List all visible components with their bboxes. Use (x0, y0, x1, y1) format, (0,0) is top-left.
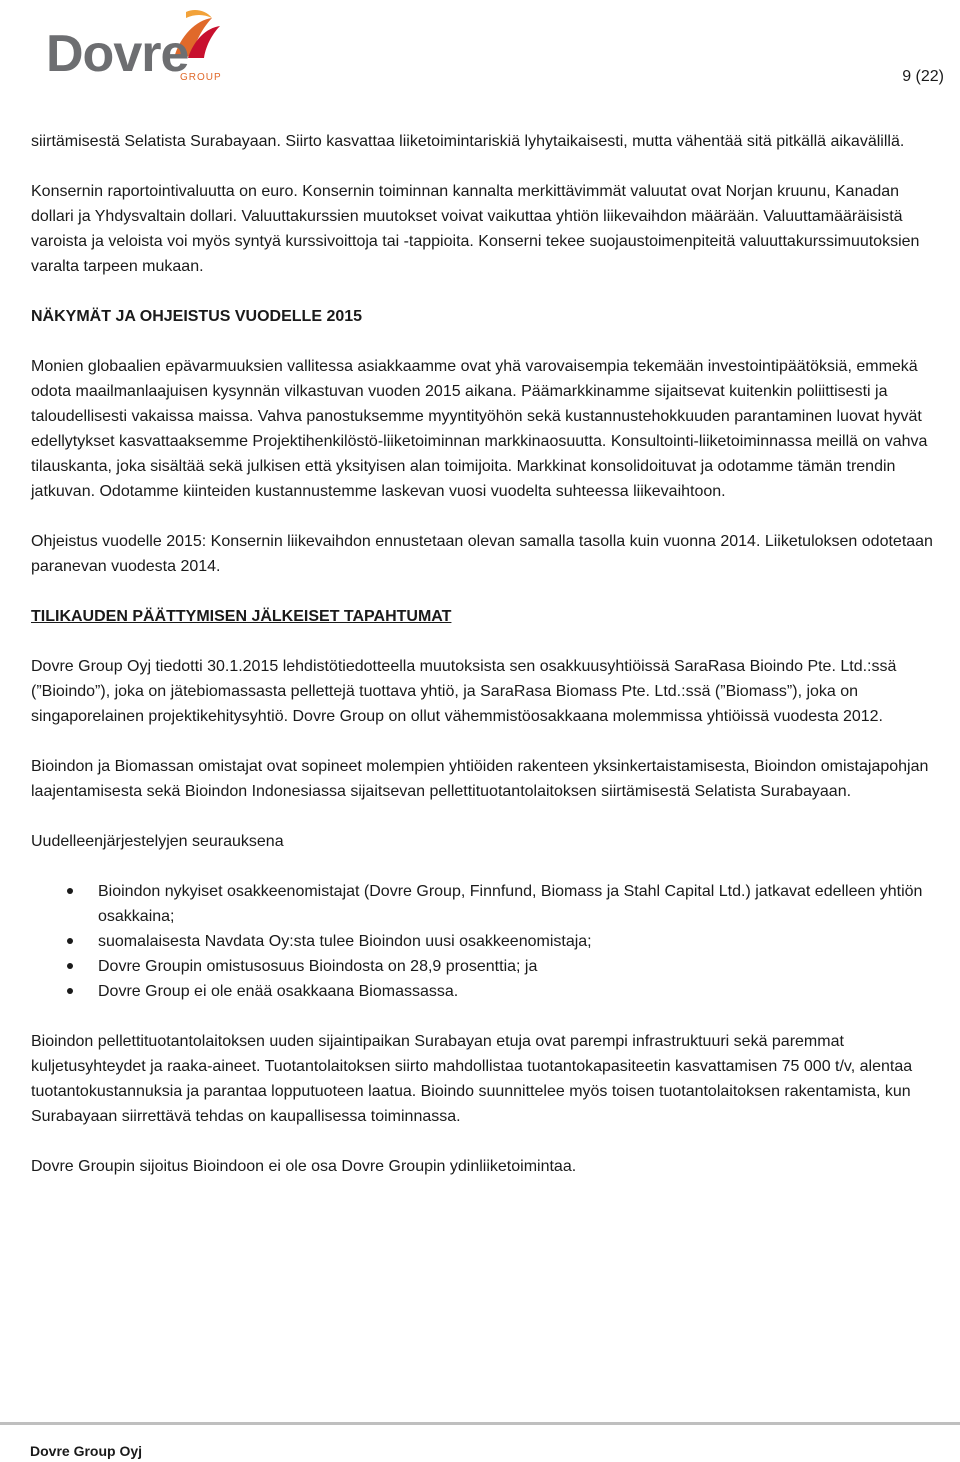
company-logo (46, 6, 226, 84)
logo-wordmark: Dovre (46, 25, 189, 83)
consequences-list (31, 879, 936, 1004)
paragraph-currency: Konsernin raportointivaluutta on euro. Konsernin toiminnan kannalta merkittävimmät valuutat ovat Norjan kruunu, Kanadan dollari ja Yhdysvaltain dollari. Valuuttakurssien muutokset voivat vaikuttaa yhtiön liikevaihdon määrään. Valuuttamääräisistä varoista ja veloista voi myös syntyä kurssivoittoja tai -tappioita. Konserni tekee suojaustoimenpiteitä valuuttakurssimuutoksien varalta tarpeen mukaan. (31, 183, 920, 275)
bullet-icon (67, 938, 73, 944)
paragraph-bioindo-release: Dovre Group Oyj tiedotti 30.1.2015 lehdistötiedotteella muutoksista sen osakkuusyhtiöissä SaraRasa Bioindo Pte. Ltd.:ssä (”Bioindo”), joka on jätebiomassasta pellettejä tuottava yhtiö, ja SaraRasa Biomass Pte. Ltd.:ssä (”Biomass”), joka on singaporelainen projektikehitysyhtiö. Dovre Group on ollut vähemmistöosakkaana molemmissa yhtiöissä vuodesta 2012. (31, 658, 897, 725)
list-item: Dovre Group ei ole enää osakkaana Biomassassa. (31, 979, 936, 1004)
page-number: 9 (22) (902, 68, 944, 85)
document-body (31, 129, 936, 1204)
bullet-icon (67, 888, 73, 894)
list-item: Bioindon nykyiset osakkeenomistajat (Dovre Group, Finnfund, Biomass ja Stahl Capital Ltd.) jatkavat edelleen yhtiön osakkaina; (31, 879, 936, 929)
paragraph-consequences-intro: Uudelleenjärjestelyjen seurauksena (31, 833, 284, 850)
footer-divider (0, 1422, 960, 1425)
paragraph-outlook: Monien globaalien epävarmuuksien vallitessa asiakkaamme ovat yhä varovaisempia tekemään investointipäätöksiä, emmekä odota maailmanlaajuisen kysynnän vilkastuvan vuoden 2015 aikana. Päämarkkinamme sijaitsevat kuitenkin poliittisesti ja taloudellisesti vakaissa maissa. Vahva panostuksemme myyntityöhön sekä kustannustehokkuuden parantaminen luovat hyvät edellytykset kasvattaaksemme Projektihenkilöstö-liiketoiminnan markkinaosuutta. Konsultointi-liiketoiminnassa meillä on vahva tilauskanta, joka sisältää sekä julkisen että yksityisen alan toimijoita. Markkinat konsolidoituvat ja odotamme tämän trendin jatkuvan. Odotamme kiinteiden kustannustemme laskevan vuosi vuodelta suhteessa liikevaihtoon. (31, 358, 928, 500)
list-item: Dovre Groupin omistusosuus Bioindosta on 28,9 prosenttia; ja (31, 954, 936, 979)
paragraph-owners-agreement: Bioindon ja Biomassan omistajat ovat sopineet molempien yhtiöiden rakenteen yksinkertaistamisesta, Bioindon omistajapohjan laajentamisesta sekä Bioindon Indonesiassa sijaitsevan pellettituotantolaitoksen siirtämisestä Selatista Surabayaan. (31, 758, 929, 800)
bullet-icon (67, 963, 73, 969)
bullet-icon (67, 988, 73, 994)
footer-company-name: Dovre Group Oyj (30, 1443, 143, 1459)
paragraph-investment-note: Dovre Groupin sijoitus Bioindoon ei ole osa Dovre Groupin ydinliiketoimintaa. (31, 1158, 577, 1175)
logo-group-text: GROUP (180, 72, 222, 83)
section-heading-events: TILIKAUDEN PÄÄTTYMISEN JÄLKEISET TAPAHTUMAT (31, 608, 452, 625)
list-item: suomalaisesta Navdata Oy:sta tulee Bioindon uusi osakkeenomistaja; (31, 929, 936, 954)
paragraph-guidance: Ohjeistus vuodelle 2015: Konsernin liikevaihdon ennustetaan olevan samalla tasolla kuin vuonna 2014. Liiketuloksen odotetaan paranevan vuodesta 2014. (31, 533, 933, 575)
paragraph-surabaya-benefits: Bioindon pellettituotantolaitoksen uuden sijaintipaikan Surabayan etuja ovat parempi infrastruktuuri sekä paremmat kuljetusyhteydet ja raaka-aineet. Tuotantolaitoksen siirto mahdollistaa tuotantokapasiteetin kasvattamisen 75 000 t/v, alentaa tuotantokustannuksia ja parantaa lopputuoteen laatua. Bioindo suunnittelee myös toisen tuotantolaitoksen rakentamista, kun Surabayaan siirrettävä tehdas on kaupallisessa toiminnassa. (31, 1033, 913, 1125)
paragraph-continuation: siirtämisestä Selatista Surabayaan. Siirto kasvattaa liiketoimintariskiä lyhytaikaisesti, mutta vähentää sitä pitkällä aikavälillä. (31, 133, 905, 150)
section-heading-outlook: NÄKYMÄT JA OHJEISTUS VUODELLE 2015 (31, 308, 363, 325)
